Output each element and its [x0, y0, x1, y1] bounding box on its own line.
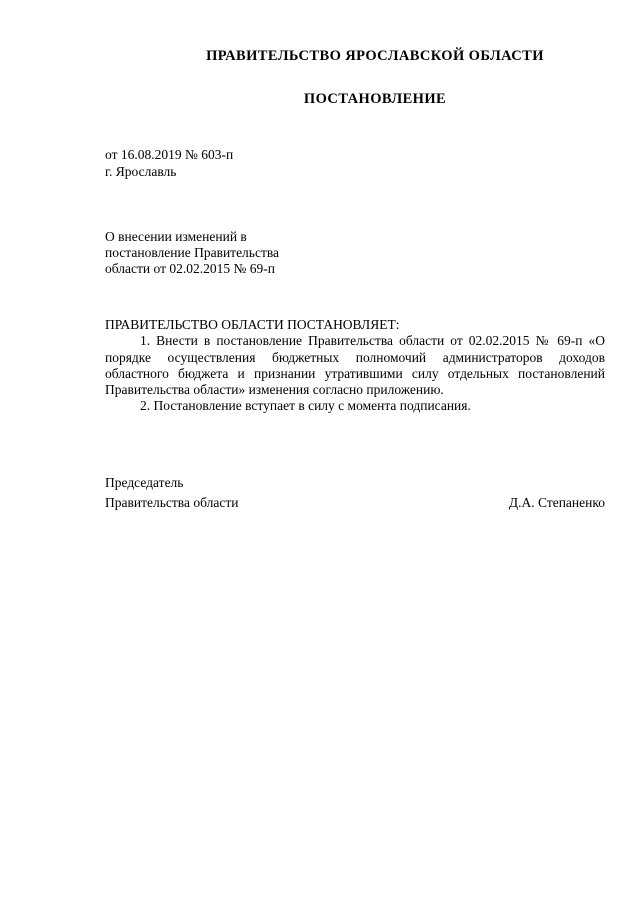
- subject-line-1: О внесении изменений в: [105, 229, 247, 244]
- document-title: ПРАВИТЕЛЬСТВО ЯРОСЛАВСКОЙ ОБЛАСТИ: [206, 48, 544, 64]
- date-number-line: от 16.08.2019 № 603-п: [105, 147, 234, 162]
- signature-block: [105, 473, 605, 513]
- subject-line-2: постановление Правительства: [105, 245, 280, 260]
- resolution-heading: ПРАВИТЕЛЬСТВО ОБЛАСТИ ПОСТАНОВЛЯЕТ:: [105, 317, 400, 332]
- signature-position: [105, 473, 238, 513]
- signature-name: Д.А. Степаненко: [508, 494, 605, 510]
- signature-position-line-1: Председатель: [105, 474, 184, 490]
- subject-block: [105, 229, 605, 277]
- body-paragraph-2: 2. Постановление вступает в силу с момента подписания.: [140, 398, 471, 414]
- document-subtitle: ПОСТАНОВЛЕНИЕ: [303, 91, 447, 107]
- signature-position-line-2: Правительства области: [105, 494, 239, 510]
- body-paragraph-1: 1. Внести в постановление Правительства области от 02.02.2015 № 69-п «О порядке осуществления бюджетных полномочий администраторов доходов областного бюджета и признании утратившими силу отдельных постановлений Правительства области» изменения согласно приложению.: [105, 333, 605, 398]
- document-meta: [105, 146, 605, 180]
- document-body: [105, 317, 605, 415]
- subject-line-3: области от 02.02.2015 № 69-п: [105, 261, 275, 276]
- city-line: г. Ярославль: [105, 164, 177, 179]
